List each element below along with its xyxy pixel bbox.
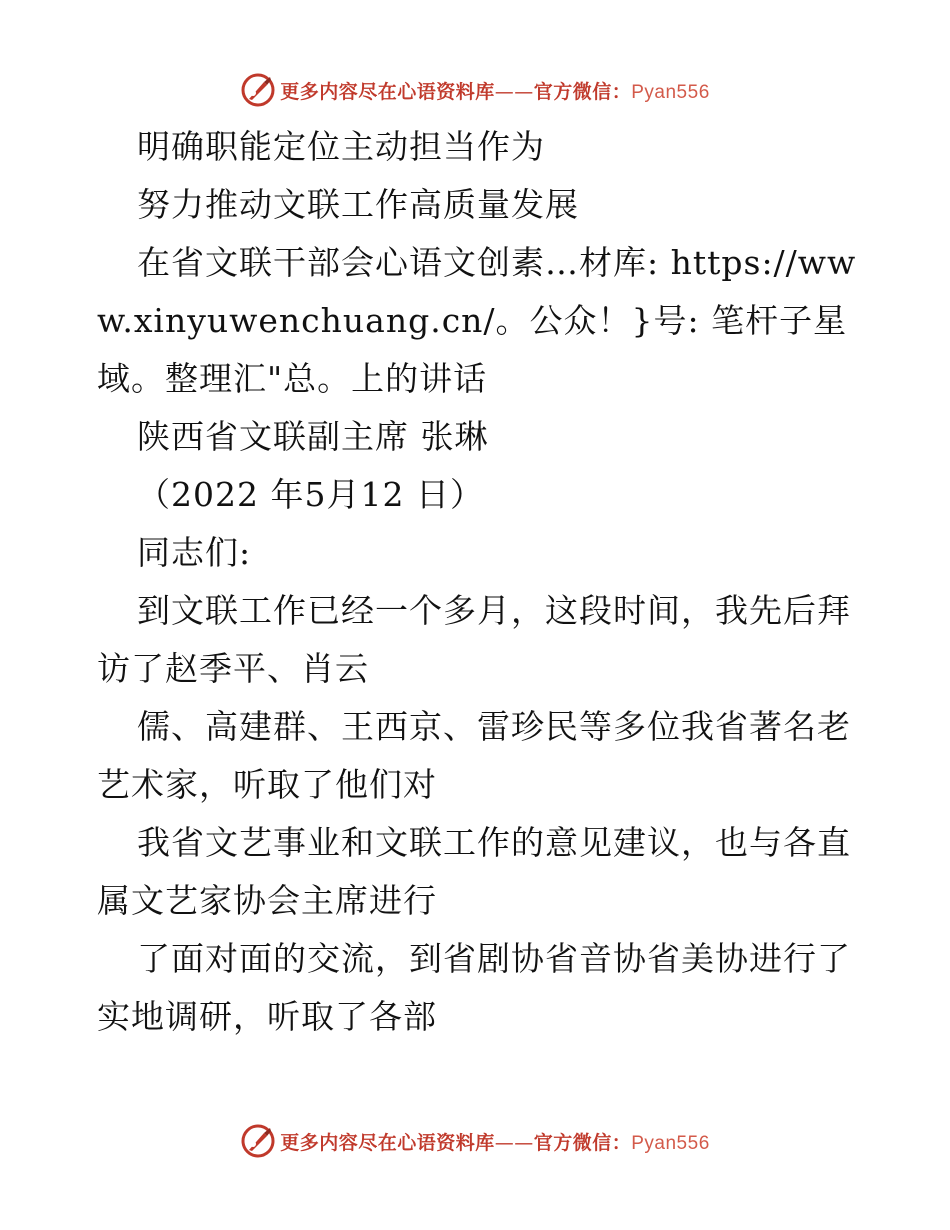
document-title-line-2: 努力推动文联工作高质量发展 — [137, 185, 579, 224]
watermark-wechat-id: Pyan556 — [631, 1132, 710, 1154]
greeting: 同志们: — [137, 533, 252, 572]
document-body — [97, 118, 857, 1046]
watermark-brand: 更多内容尽在心语资料库 — [280, 1131, 495, 1154]
watermark-wechat-id: Pyan556 — [631, 81, 710, 103]
watermark-wechat-label: 官方微信： — [533, 80, 632, 103]
speech-date: （2022 年5月12 日） — [137, 475, 484, 514]
watermark-footer — [0, 1121, 950, 1161]
watermark-brand: 更多内容尽在心语资料库 — [280, 80, 495, 103]
watermark-dash: —— — [494, 80, 534, 103]
speaker-line: 陕西省文联副主席 张琳 — [137, 417, 489, 456]
body-paragraph: 儒、高建群、王西京、雷珍民等多位我省著名老艺术家，听取了他们对 — [97, 707, 851, 804]
body-paragraph: 我省文艺事业和文联工作的意见建议，也与各直属文艺家协会主席进行 — [97, 823, 851, 920]
body-paragraph: 了面对面的交流，到省剧协省音协省美协进行了实地调研，听取了各部 — [97, 939, 851, 1036]
watermark-dash: —— — [494, 1131, 534, 1154]
watermark-header — [0, 70, 950, 110]
quill-logo-icon — [240, 72, 276, 108]
speech-occasion: 在省文联干部会心语文创素…材库: https://www.xinyuwenchuang.cn/。公众！}号: 笔杆子星域。整理汇"总。上的讲话 — [97, 243, 857, 398]
document-title-line-1: 明确职能定位主动担当作为 — [137, 127, 545, 166]
quill-logo-icon — [240, 1123, 276, 1159]
watermark-wechat-label: 官方微信： — [533, 1131, 632, 1154]
body-paragraph: 到文联工作已经一个多月，这段时间，我先后拜访了赵季平、肖云 — [97, 591, 851, 688]
